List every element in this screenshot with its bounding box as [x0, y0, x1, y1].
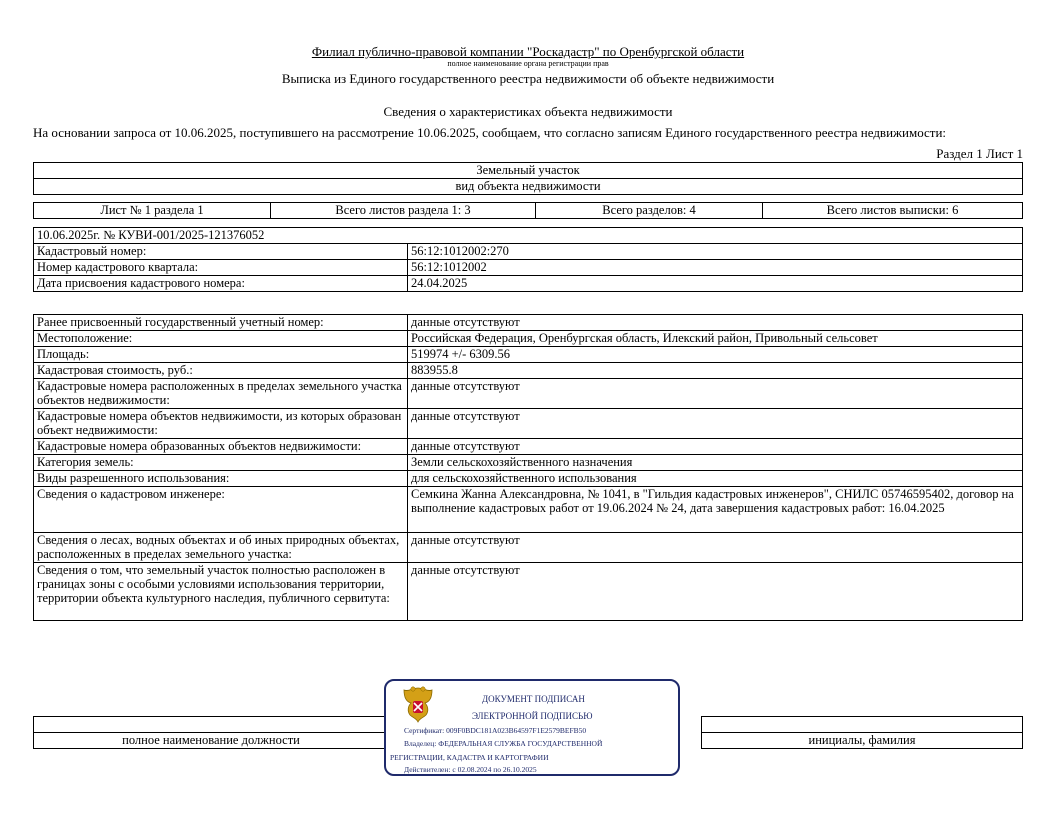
table-row: [34, 439, 1023, 455]
row-value: данные отсутствуют: [408, 563, 1023, 621]
row-value: для сельскохозяйственного использования: [408, 471, 1023, 487]
row-value: 24.04.2025: [408, 276, 1023, 292]
table-row: [34, 563, 1023, 621]
stamp-title-line2: ЭЛЕКТРОННОЙ ПОДПИСЬЮ: [472, 711, 593, 721]
row-value: данные отсутствуют: [408, 379, 1023, 409]
row-value: данные отсутствуют: [408, 409, 1023, 439]
row-label: Виды разрешенного использования:: [34, 471, 408, 487]
row-label: Кадастровые номера образованных объектов недвижимости:: [34, 439, 408, 455]
row-value: 56:12:1012002:270: [408, 244, 1023, 260]
section-title: Сведения о характеристиках объекта недвижимости: [383, 104, 673, 119]
table-row: [34, 363, 1023, 379]
row-label: Номер кадастрового квартала:: [34, 260, 408, 276]
stamp-owner-line1: Владелец: ФЕДЕРАЛЬНАЯ СЛУЖБА ГОСУДАРСТВЕННОЙ: [404, 739, 603, 748]
stamp-title-line1: ДОКУМЕНТ ПОДПИСАН: [482, 694, 585, 704]
stamp-validity: Действителен: с 02.08.2024 по 26.10.2025: [404, 765, 537, 774]
row-label: Кадастровые номера объектов недвижимости, из которых образован объект недвижимости:: [34, 409, 408, 439]
table-row: [34, 244, 1023, 260]
row-value: данные отсутствуют: [408, 439, 1023, 455]
organization-caption: полное наименование органа регистрации прав: [447, 59, 609, 68]
table-row: [34, 409, 1023, 439]
row-label: Кадастровые номера расположенных в пределах земельного участка объектов недвижимости:: [34, 379, 408, 409]
row-label: Ранее присвоенный государственный учетный номер:: [34, 315, 408, 331]
row-value: Земли сельскохозяйственного назначения: [408, 455, 1023, 471]
coat-of-arms-icon: [401, 684, 435, 724]
stamp-certificate: Сертификат: 009F0BDC181A023B64597F1E2579BEFB50: [404, 726, 587, 735]
object-type-caption: вид объекта недвижимости: [34, 179, 1023, 195]
main-info-table: [33, 227, 1023, 292]
position-caption: полное наименование должности: [34, 733, 389, 749]
row-label: Сведения о лесах, водных объектах и об иных природных объектах, расположенных в пределах земельного участка:: [34, 533, 408, 563]
details-table: [33, 314, 1023, 621]
table-row: [34, 276, 1023, 292]
document-number: 10.06.2025г. № КУВИ-001/2025-121376052: [34, 228, 1023, 244]
object-type-table: [33, 162, 1023, 195]
total-section-sheets: Всего листов раздела 1: 3: [271, 203, 536, 219]
table-row: [34, 331, 1023, 347]
object-type: Земельный участок: [34, 163, 1023, 179]
row-value: 883955.8: [408, 363, 1023, 379]
row-label: Площадь:: [34, 347, 408, 363]
row-value: 56:12:1012002: [408, 260, 1023, 276]
organization-name: Филиал публично-правовой компании "Роскадастр" по Оренбургской области: [311, 44, 745, 59]
row-label: Категория земель:: [34, 455, 408, 471]
basis-text: На основании запроса от 10.06.2025, поступившего на рассмотрение 10.06.2025, сообщаем, что согласно записям Единого государственного реестра недвижимости:: [33, 125, 947, 140]
sheets-table: [33, 202, 1023, 219]
stamp-owner-line2: РЕГИСТРАЦИИ, КАДАСТРА И КАРТОГРАФИИ: [390, 753, 549, 762]
table-row: [34, 379, 1023, 409]
row-label: Дата присвоения кадастрового номера:: [34, 276, 408, 292]
electronic-signature-stamp: [384, 679, 680, 776]
table-row: [34, 315, 1023, 331]
total-sections: Всего разделов: 4: [536, 203, 763, 219]
position-field: [34, 717, 389, 733]
name-caption: инициалы, фамилия: [702, 733, 1023, 749]
sheet-reference: Раздел 1 Лист 1: [936, 146, 1023, 161]
name-field: [702, 717, 1023, 733]
row-value: 519974 +/- 6309.56: [408, 347, 1023, 363]
row-label: Сведения о том, что земельный участок полностью расположен в границах зоны с особыми условиями использования территории, территории объекта культурного наследия, публичного сервитута:: [34, 563, 408, 621]
total-extract-sheets: Всего листов выписки: 6: [763, 203, 1023, 219]
row-value: Российская Федерация, Оренбургская область, Илекский район, Привольный сельсовет: [408, 331, 1023, 347]
row-label: Кадастровый номер:: [34, 244, 408, 260]
table-row: [34, 347, 1023, 363]
row-label: Кадастровая стоимость, руб.:: [34, 363, 408, 379]
row-label: Сведения о кадастровом инженере:: [34, 487, 408, 533]
row-value: Семкина Жанна Александровна, № 1041, в "Гильдия кадастровых инженеров", СНИЛС 05746595402, договор на выполнение кадастровых работ от 19.06.2024 № 24, дата завершения кадастровых работ: 16.04.2025: [408, 487, 1023, 533]
table-row: [34, 487, 1023, 533]
row-value: данные отсутствуют: [408, 533, 1023, 563]
table-row: [34, 260, 1023, 276]
row-label: Местоположение:: [34, 331, 408, 347]
table-row: [34, 533, 1023, 563]
table-row: [34, 455, 1023, 471]
table-row: [34, 471, 1023, 487]
sheet-number: Лист № 1 раздела 1: [34, 203, 271, 219]
extract-title: Выписка из Единого государственного реестра недвижимости об объекте недвижимости: [281, 71, 775, 86]
row-value: данные отсутствуют: [408, 315, 1023, 331]
